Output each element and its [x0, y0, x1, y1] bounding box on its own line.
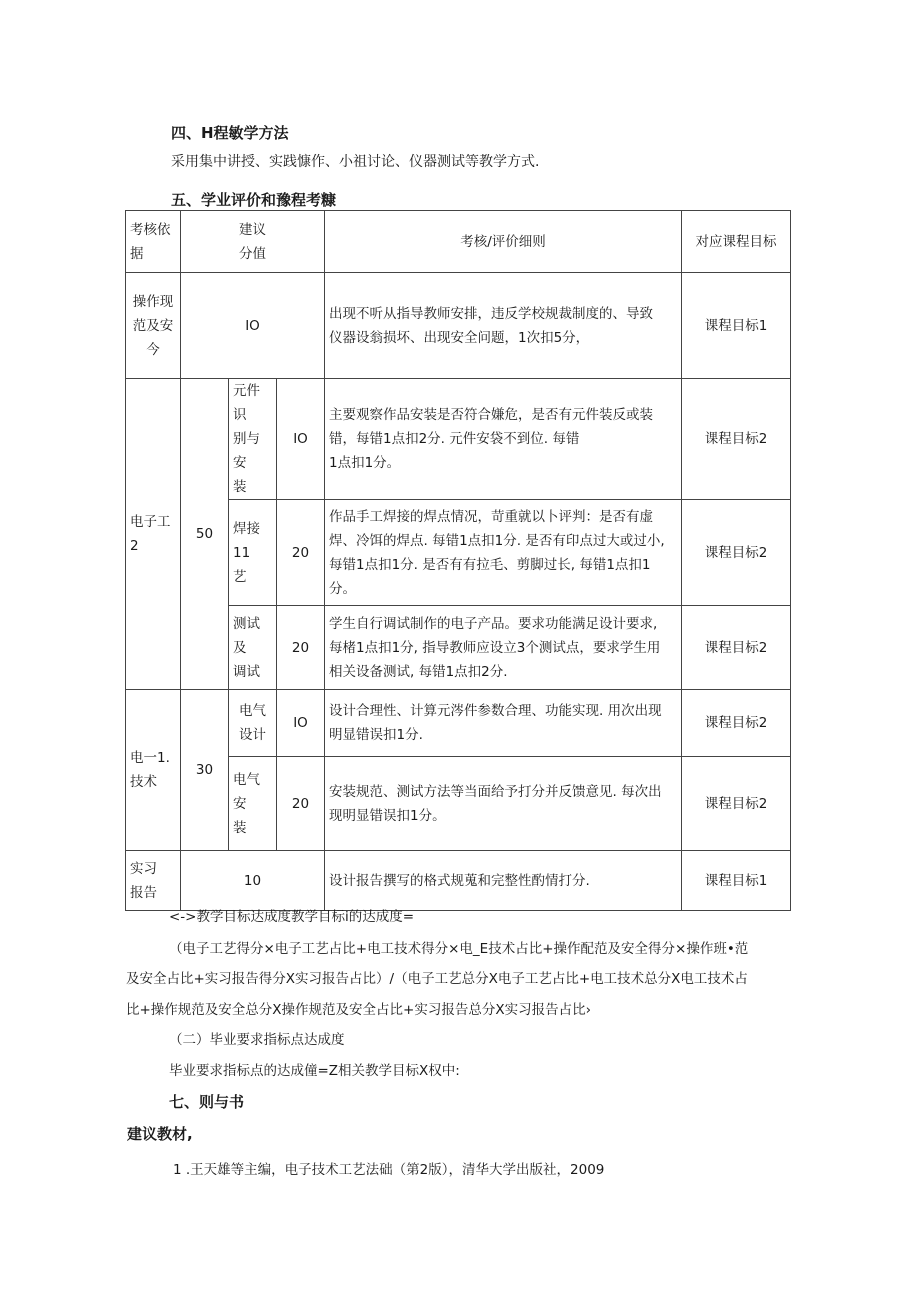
goal-cell: 课程目标2 — [682, 757, 791, 851]
goal-cell: 课程目标1 — [682, 851, 791, 911]
table-row — [126, 379, 791, 500]
score-cell: 20 — [277, 500, 325, 606]
score-cell: IO — [277, 690, 325, 757]
header-basis: 考核依 据 — [126, 211, 181, 273]
section4-text: 采用集中讲授、实践慷作、小祖讨论、仪器测试等教学方式. — [171, 154, 540, 170]
basis-cell: 电子工2 — [126, 379, 181, 690]
detail-cell: 作品手工焊接的焊点情况，苛重就以卜评判：是否有虚 焊、冷饵的焊点. 每错1点扣1分. 是否有印点过大或过小, 每错1点扣1分. 是否有有拉毛、剪脚过长, 每错1点扣1分。 — [325, 500, 682, 606]
sub-item-cell: 电气安 装 — [229, 757, 277, 851]
header-score: 建议 分值 — [181, 211, 325, 273]
graduation-text: 毕业要求指标点的达成僮=Z相关教学目标X权中: — [169, 1063, 460, 1079]
formula-title: <->教学目标达成度教学目标i的达成度= — [169, 909, 415, 925]
table-row — [126, 690, 791, 757]
score-cell: IO — [181, 273, 325, 379]
detail-cell: 主要观察作品安装是否符合嫌危，是否有元件装反或装 错，每错1点扣2分. 元件安袋不到位. 每错 1点扣1分。 — [325, 379, 682, 500]
detail-cell: 设计报告撰写的格式规蒐和完整性酌情打分. — [325, 851, 682, 911]
graduation-title: （二）毕业要求指标点达成度 — [169, 1032, 345, 1048]
evaluation-table — [125, 210, 791, 911]
detail-cell: 学生自行调试制作的电子产品。要求功能满足设计要求, 每楮1点扣1分, 指导教师应设立3个测试点，要求学生用 相关设备测试, 每错1点扣2分. — [325, 606, 682, 690]
header-detail: 考核/评价细则 — [325, 211, 682, 273]
group-score-cell: 50 — [181, 379, 229, 690]
formula-line-2: 及安全占比+实习报告得分X实习报告占比）/（电子工艺总分X电子工艺占比+电工技术总分X电工技术占 — [126, 971, 748, 987]
score-cell: 10 — [181, 851, 325, 911]
basis-cell: 实习 报告 — [126, 851, 181, 911]
goal-cell: 课程目标2 — [682, 379, 791, 500]
table-row — [126, 851, 791, 911]
books-label: 建议教材, — [127, 1125, 193, 1143]
goal-cell: 课程目标2 — [682, 606, 791, 690]
goal-cell: 课程目标2 — [682, 690, 791, 757]
header-goal: 对应课程目标 — [682, 211, 791, 273]
sub-item-cell: 测试及 调试 — [229, 606, 277, 690]
section4-title: 四、H程敏学方法 — [171, 124, 289, 142]
basis-cell: 操作现 范及安 今 — [126, 273, 181, 379]
formula-line-3: 比+操作规范及安全总分X操作规范及安全占比+实习报告总分X实习报告占比› — [126, 1002, 592, 1018]
score-cell: 20 — [277, 606, 325, 690]
formula-line-1: （电子工艺得分×电子工艺占比+电工技术得分×电_E技术占比+操作配范及安全得分×操作班•范 — [169, 941, 749, 957]
basis-cell: 电一1. 技术 — [126, 690, 181, 851]
detail-cell: 安装规范、测试方法等当面给予打分并反馈意见. 每次出 现明显错误扣1分。 — [325, 757, 682, 851]
sub-item-cell: 电气 设计 — [229, 690, 277, 757]
sub-item-cell: 焊接11 艺 — [229, 500, 277, 606]
section5-title: 五、学业评价和豫程考糠 — [171, 191, 337, 209]
sub-item-cell: 元件识 别与安 装 — [229, 379, 277, 500]
group-score-cell: 30 — [181, 690, 229, 851]
detail-cell: 出现不听从指导教师安排，违反学校规裁制度的、导致 仪器设翁损坏、出现安全问题，1次扣5分， — [325, 273, 682, 379]
table-row — [126, 273, 791, 379]
goal-cell: 课程目标1 — [682, 273, 791, 379]
score-cell: 20 — [277, 757, 325, 851]
detail-cell: 设计合理性、计算元涔件参数合理、功能实现. 用次出现 明显错误扣1分. — [325, 690, 682, 757]
book-item-1: 1 .王天雄等主编，电子技术工艺法础（第2版），清华大学出版社，2009 — [173, 1162, 605, 1178]
goal-cell: 课程目标2 — [682, 500, 791, 606]
section7-title: 七、则与书 — [169, 1093, 245, 1111]
score-cell: IO — [277, 379, 325, 500]
table-header-row — [126, 211, 791, 273]
